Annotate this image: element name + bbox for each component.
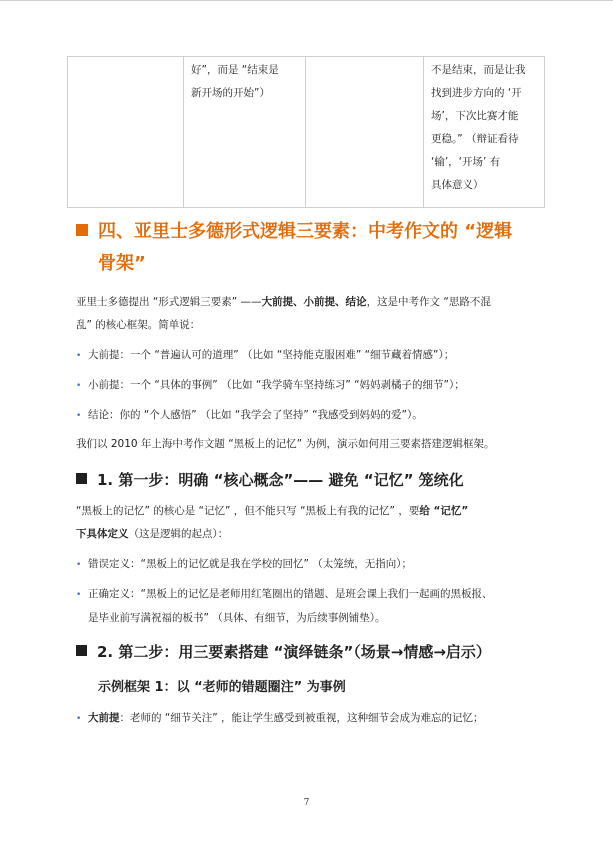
list-item xyxy=(76,404,423,428)
bold-text: 下具体定义 xyxy=(76,528,129,540)
table-bottom-rule xyxy=(67,207,545,208)
table-cell-line: 不是结束，而是让我 xyxy=(431,64,526,76)
table-cell-line: ‘输’，‘开场’ 有 xyxy=(431,156,501,168)
section-heading-line: 四、亚里士多德形式逻辑三要素：中考作文的 “逻辑 xyxy=(98,221,513,242)
step2-subheading: 示例框架 1：以 “老师的错题圈注” 为事例 xyxy=(98,680,346,695)
page-number: 7 xyxy=(303,798,310,808)
bullet-dot-icon: • xyxy=(76,560,82,570)
table-cell-line: 好”，而是 “结束是 xyxy=(191,64,279,76)
bullet-dot-icon: • xyxy=(76,411,82,421)
list-item xyxy=(76,583,492,630)
example-intro: 我们以 2010 年上海中考作文题 “黑板上的记忆” 为例，演示如何用三要素搭建逻辑框架。 xyxy=(76,438,495,450)
intro-paragraph xyxy=(76,291,491,337)
section-heading xyxy=(76,216,512,280)
table-col-rule xyxy=(305,56,306,208)
table-cell-line: 更稳。” （辩证看待 xyxy=(431,133,519,145)
section-heading-line: 骨架” xyxy=(98,253,146,274)
list-item-text: 小前提：一个 “具体的事例” （比如 “我学骑车坚持练习” “妈妈剥橘子的细节”）； xyxy=(88,379,465,391)
bold-text: 给 “记忆” xyxy=(419,505,469,517)
list-item xyxy=(76,553,412,577)
step1-heading-text: 1. 第一步：明确 “核心概念”—— 避免 “记忆” 笼统化 xyxy=(97,471,464,489)
step1-paragraph xyxy=(76,500,468,546)
table-col-rule xyxy=(67,56,68,208)
table-col-rule xyxy=(544,56,545,208)
step2-heading xyxy=(76,639,491,665)
bullet-dot-icon: • xyxy=(76,590,82,600)
list-item-text: 是毕业前写满祝福的板书” （具体、有细节，为后续事例铺垫）。 xyxy=(88,612,386,624)
table-cell-line: 场’，下次比赛才能 xyxy=(431,110,519,122)
bullet-dot-icon: • xyxy=(76,381,82,391)
bullet-dot-icon: • xyxy=(76,351,82,361)
table-cell-line: 新开场的开始”） xyxy=(191,87,270,99)
bold-text: 大前提 xyxy=(88,712,120,724)
continued-table xyxy=(67,56,545,208)
table-top-rule xyxy=(67,56,545,57)
step1-heading xyxy=(76,467,464,493)
text-run: （这是逻辑的起点）： xyxy=(128,528,229,540)
bold-text: 大前提、小前提、结论 xyxy=(261,296,367,308)
text-run: “黑板上的记忆” 的核心是 “记忆” ，但不能只写 “黑板上有我的记忆” ，要 xyxy=(76,505,420,517)
list-item-text: 正确定义：“黑板上的记忆是老师用红笔圈出的错题、是班会课上我们一起画的黑板报、 xyxy=(88,588,493,600)
step2-heading-text: 2. 第二步：用三要素搭建 “演绎链条”（场景→情感→启示） xyxy=(97,643,491,661)
list-item xyxy=(76,344,454,368)
list-item-text: 错误定义：“黑板上的记忆就是我在学校的回忆” （太笼统，无指向）； xyxy=(88,558,412,570)
table-col-rule xyxy=(423,56,424,208)
table-cell-col4 xyxy=(431,59,526,197)
table-cell-line: 找到进步方向的 ‘开 xyxy=(431,87,522,99)
list-item-text: 大前提：一个 “普遍认可的道理” （比如 “坚持能克服困难” “细节藏着情感”）； xyxy=(88,349,455,361)
list-item xyxy=(76,374,465,398)
square-bullet-icon xyxy=(76,224,88,236)
list-item-text: ：老师的 “细节关注” ，能让学生感受到被重视，这种细节会成为难忘的记忆； xyxy=(119,712,484,724)
bullet-dot-icon: • xyxy=(76,714,82,724)
list-item-text: 结论：你的 “个人感悟” （比如 “我学会了坚持” “我感受到妈妈的爱”）。 xyxy=(88,409,423,421)
text-run: 亚里士多德提出 “形式逻辑三要素” —— xyxy=(76,296,262,308)
square-bullet-icon xyxy=(76,645,87,656)
table-col-rule xyxy=(183,56,184,208)
table-cell-line: 具体意义） xyxy=(431,179,484,191)
text-run: ，这是中考作文 “思路不混 xyxy=(366,296,491,308)
list-item xyxy=(76,707,484,731)
table-cell-col2 xyxy=(191,59,279,105)
square-bullet-icon xyxy=(76,473,87,484)
text-line: 乱” 的核心框架。简单说： xyxy=(76,319,201,331)
page-top-border xyxy=(0,0,613,1)
